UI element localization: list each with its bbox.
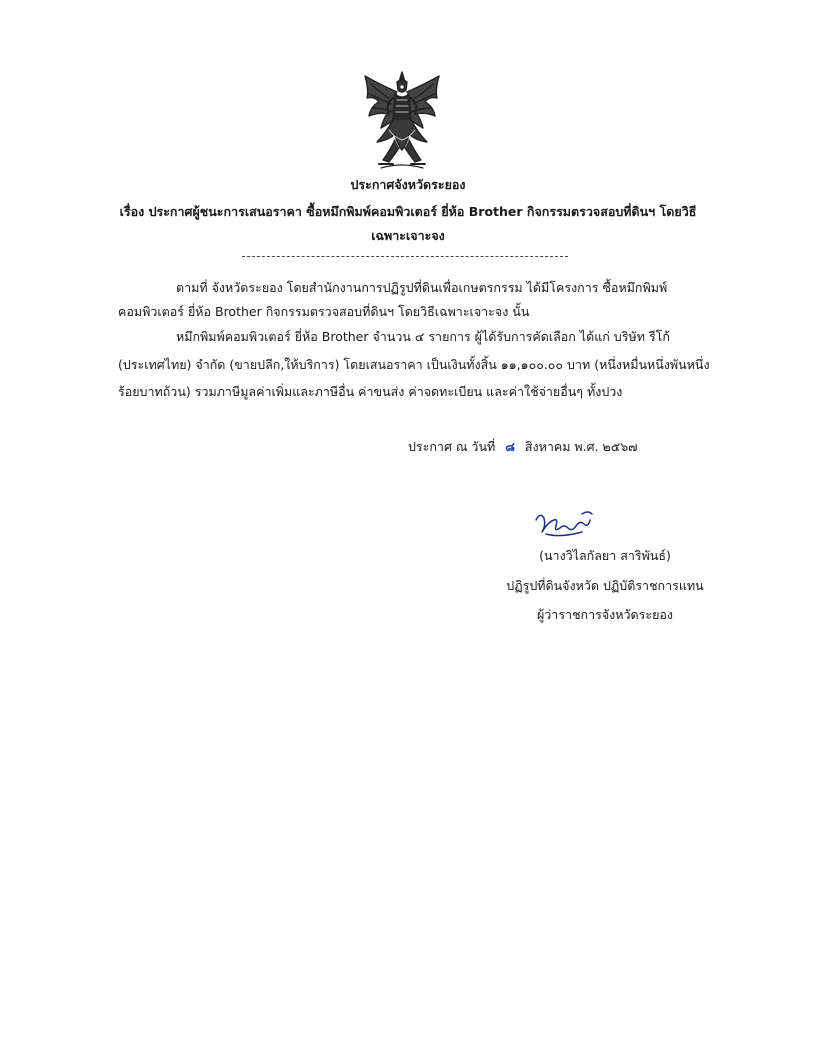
paragraph-1-line-1: ตามที่ จังหวัดระยอง โดยสำนักงานการปฏิรูปที่ดินเพื่อเกษตรกรรม ได้มีโครงการ ซื้อหมึกพิมพ์ [176,280,668,295]
announcement-month-year: สิงหาคม พ.ศ. ๒๕๖๗ [524,439,638,454]
signatory-position-1: ปฏิรูปที่ดินจังหวัด ปฏิบัติราชการแทน [506,578,704,593]
document-heading: ประกาศจังหวัดระยอง [350,177,466,192]
announcement-day: ๘ [505,439,515,454]
paragraph-2-line-1: หมึกพิมพ์คอมพิวเตอร์ ยี่ห้อ Brother จำนวน ๔ รายการ ผู้ได้รับการคัดเลือก ได้แก่ บริษัท รีโก้ [176,329,670,344]
garuda-emblem-icon [359,68,445,172]
paragraph-1-line-2: คอมพิวเตอร์ ยี่ห้อ Brother กิจกรรมตรวจสอบที่ดินฯ โดยวิธีเฉพาะเจาะจง นั้น [118,304,530,319]
signatory-name: (นางวิไลกัลยา สาริพันธ์) [539,548,671,563]
subject-line-2: เฉพาะเจาะจง [371,228,445,243]
announcement-prefix: ประกาศ ณ วันที่ [408,439,496,454]
handwritten-signature [532,508,596,542]
subject-line-1: เรื่อง ประกาศผู้ชนะการเสนอราคา ซื้อหมึกพิมพ์คอมพิวเตอร์ ยี่ห้อ Brother กิจกรรมตรวจสอบที่ดินฯ โดยวิธี [119,204,697,219]
paragraph-2-line-2: (ประเทศไทย) จำกัด (ขายปลีก,ให้บริการ) โดยเสนอราคา เป็นเงินทั้งสิ้น ๑๑,๑๐๐.๐๐ บาท (หนึ่งหมื่นหนึ่งพันหนึ่ง [118,357,710,372]
signatory-position-2: ผู้ว่าราชการจังหวัดระยอง [536,607,674,622]
announcement-date [408,437,638,457]
paragraph-2-line-3: ร้อยบาทถ้วน) รวมภาษีมูลค่าเพิ่มและภาษีอื่น ค่าขนส่ง ค่าจดทะเบียน และค่าใช้จ่ายอื่นๆ ทั้งปวง [118,384,623,399]
section-divider [242,256,568,257]
